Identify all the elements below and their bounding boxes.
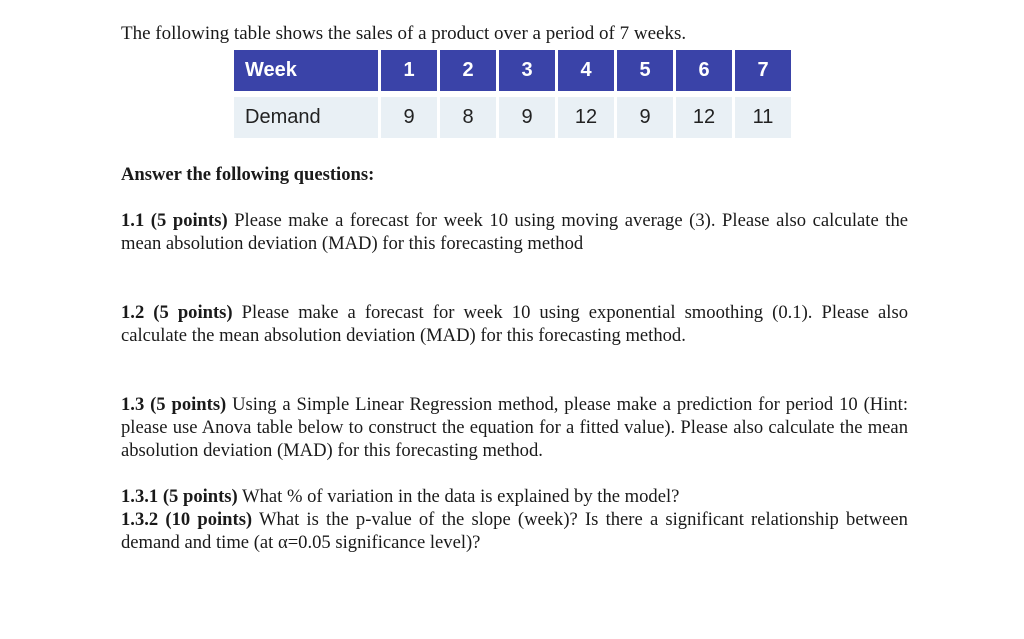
question-1-3-2-label: 1.3.2 (10 points): [121, 509, 253, 530]
question-1-2: [121, 301, 908, 347]
intro-text: The following table shows the sales of a product over a period of 7 weeks.: [121, 23, 687, 44]
question-1-1-label: 1.1 (5 points): [121, 210, 228, 231]
demand-cell-2: 8: [440, 97, 496, 138]
question-1-2-text: Please make a forecast for week 10 using exponential smoothing (0.1). Please also calculate the mean absolution deviation (MAD) for this forecasting method.: [121, 302, 908, 346]
sales-table: [231, 47, 794, 141]
week-cell-7: 7: [735, 50, 791, 91]
demand-cell-3: 9: [499, 97, 555, 138]
week-cell-3: 3: [499, 50, 555, 91]
week-cell-4: 4: [558, 50, 614, 91]
question-1-3-2-text: What is the p-value of the slope (week)? Is there a significant relationship between demand and time (at α=0.05 significance level)?: [121, 509, 908, 553]
week-header-row: [234, 50, 791, 91]
answer-heading: Answer the following questions:: [121, 164, 375, 185]
demand-cell-4: 12: [558, 97, 614, 138]
question-1-3-label: 1.3 (5 points): [121, 394, 227, 415]
question-1-3-1-text: What % of variation in the data is explained by the model?: [237, 486, 680, 507]
week-header-label: Week: [234, 50, 378, 91]
demand-row-label: Demand: [234, 97, 378, 138]
demand-row: [234, 97, 791, 138]
question-1-1-text: Please make a forecast for week 10 using moving average (3). Please also calculate the mean absolution deviation (MAD) for this forecasting method: [121, 210, 908, 254]
demand-cell-5: 9: [617, 97, 673, 138]
demand-cell-6: 12: [676, 97, 732, 138]
question-1-3-subparts: [121, 485, 908, 554]
week-cell-5: 5: [617, 50, 673, 91]
question-1-2-label: 1.2 (5 points): [121, 302, 233, 323]
question-1-1: [121, 209, 908, 255]
question-1-3-text: Using a Simple Linear Regression method, please make a prediction for period 10 (Hint: please use Anova table below to construct the equation for a fitted value). Please also calculate the mean absolution deviation (MAD) for this forecasting method.: [121, 394, 908, 461]
question-1-3-1-label: 1.3.1 (5 points): [121, 486, 238, 507]
week-cell-1: 1: [381, 50, 437, 91]
week-cell-2: 2: [440, 50, 496, 91]
question-1-3-2: [121, 508, 908, 554]
week-cell-6: 6: [676, 50, 732, 91]
question-1-3: [121, 393, 908, 462]
question-1-3-1: [121, 485, 908, 508]
demand-cell-7: 11: [735, 97, 791, 138]
demand-cell-1: 9: [381, 97, 437, 138]
